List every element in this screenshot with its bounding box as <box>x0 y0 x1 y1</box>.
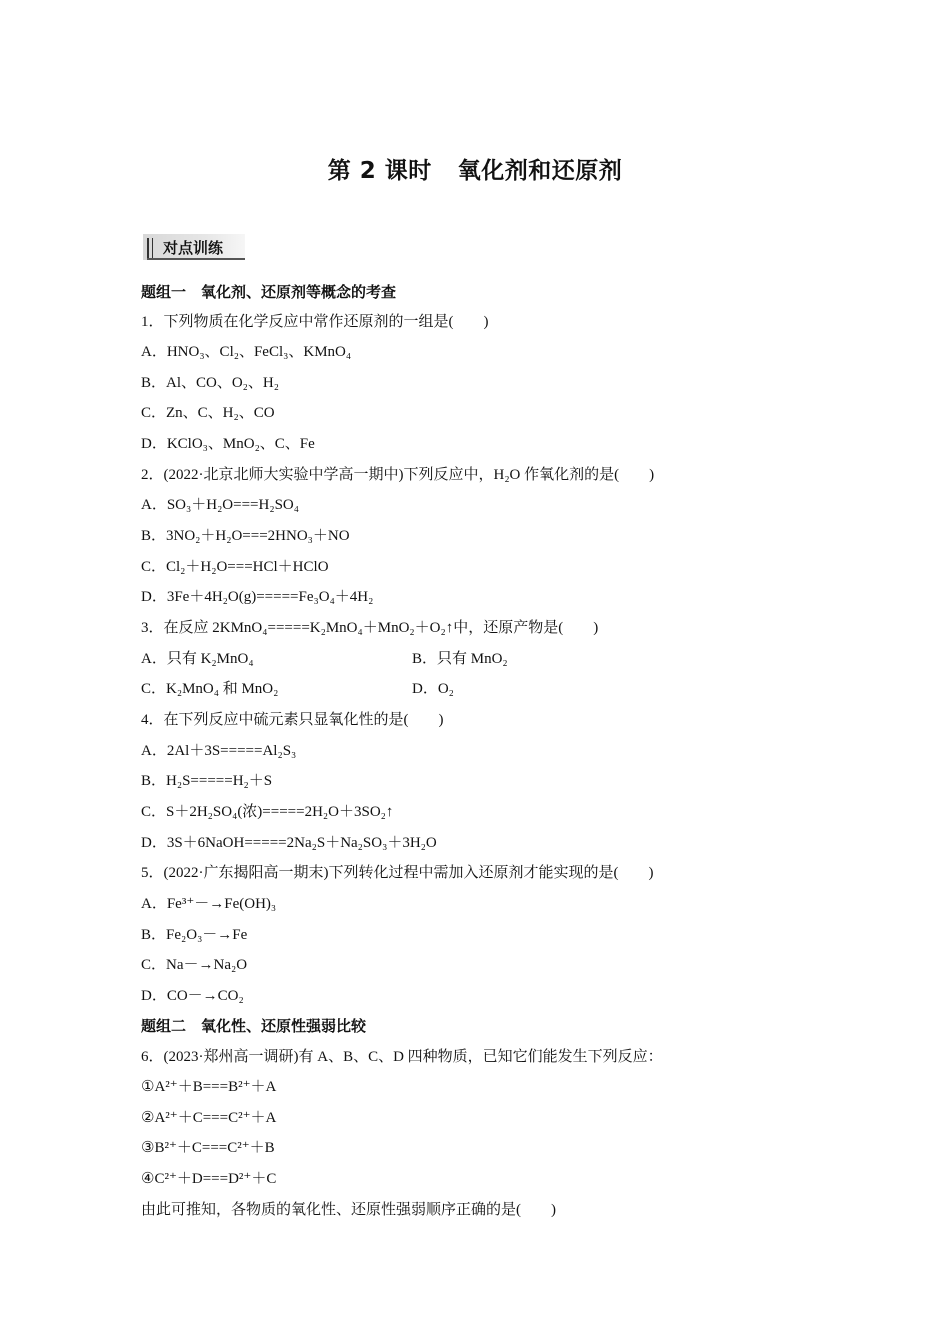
group-heading-1: 题组一 氧化剂、还原剂等概念的考查 <box>141 283 397 301</box>
lesson-topic: 氧化剂和还原剂 <box>457 158 623 184</box>
question-1-stem: 1．下列物质在化学反应中常作还原剂的一组是( ) <box>141 314 489 330</box>
question-3-option-b: B．只有 MnO₂ <box>412 651 508 667</box>
section-tab-label: 对点训练 <box>163 239 224 257</box>
question-4-option-d: D．3S＋6NaOH=====2Na₂S＋Na₂SO₃＋3H₂O <box>141 835 437 851</box>
question-3-option-a: A．只有 K₂MnO₄ <box>141 651 254 667</box>
question-4-option-c: C．S＋2H₂SO₄(浓)=====2H₂O＋3SO₂↑ <box>141 804 394 820</box>
question-1-option-d: D．KClO₃、MnO₂、C、Fe <box>141 436 315 452</box>
question-4-option-b: B．H₂S=====H₂＋S <box>141 773 273 789</box>
question-4-stem: 4．在下列反应中硫元素只显氧化性的是( ) <box>141 712 444 728</box>
question-5-option-d: D．CO－→CO₂ <box>141 988 244 1004</box>
question-6-reaction-2: ②A²⁺＋C===C²⁺＋A <box>141 1110 277 1126</box>
section-tab <box>143 234 245 260</box>
question-5-option-c: C．Na－→Na₂O <box>141 957 248 973</box>
question-1-option-c: C．Zn、C、H₂、CO <box>141 405 275 421</box>
question-2-stem: 2．(2022·北京北师大实验中学高一期中)下列反应中，H₂O 作氧化剂的是( ) <box>141 467 655 483</box>
question-4-option-a: A．2Al＋3S=====Al₂S₃ <box>141 743 297 759</box>
question-3-option-d: D．O₂ <box>412 681 454 697</box>
question-5-stem: 5．(2022·广东揭阳高一期末)下列转化过程中需加入还原剂才能实现的是( ) <box>141 865 654 881</box>
tab-underline <box>147 258 245 260</box>
question-3-option-c: C．K₂MnO₄ 和 MnO₂ <box>141 681 279 697</box>
page-title <box>0 152 950 185</box>
question-1-option-b: B．Al、CO、O₂、H₂ <box>141 375 279 391</box>
question-6-stem: 6．(2023·郑州高一调研)有 A、B、C、D 四种物质，已知它们能发生下列反应： <box>141 1049 663 1065</box>
question-2-option-b: B．3NO₂＋H₂O===2HNO₃＋NO <box>141 528 350 544</box>
question-5-option-a: A．Fe³⁺－→Fe(OH)₃ <box>141 896 277 912</box>
tab-bar-decoration <box>152 238 153 258</box>
question-5-option-b: B．Fe₂O₃－→Fe <box>141 927 248 943</box>
question-6-reaction-1: ①A²⁺＋B===B²⁺＋A <box>141 1079 277 1095</box>
question-6-ask: 由此可推知，各物质的氧化性、还原性强弱顺序正确的是( ) <box>141 1202 556 1218</box>
question-2-option-d: D．3Fe＋4H₂O(g)=====Fe₃O₄＋4H₂ <box>141 589 374 605</box>
lesson-number: 第 2 课时 <box>327 158 432 184</box>
question-1-option-a: A．HNO₃、Cl₂、FeCl₃、KMnO₄ <box>141 344 352 360</box>
question-6-reaction-4: ④C²⁺＋D===D²⁺＋C <box>141 1171 277 1187</box>
question-2-option-a: A．SO₃＋H₂O===H₂SO₄ <box>141 497 299 513</box>
question-2-option-c: C．Cl₂＋H₂O===HCl＋HClO <box>141 559 329 575</box>
tab-bar-decoration <box>147 238 149 258</box>
group-heading-2: 题组二 氧化性、还原性强弱比较 <box>141 1017 367 1035</box>
question-3-stem: 3．在反应 2KMnO₄=====K₂MnO₄＋MnO₂＋O₂↑中，还原产物是( ) <box>141 620 599 636</box>
question-6-reaction-3: ③B²⁺＋C===C²⁺＋B <box>141 1140 275 1156</box>
